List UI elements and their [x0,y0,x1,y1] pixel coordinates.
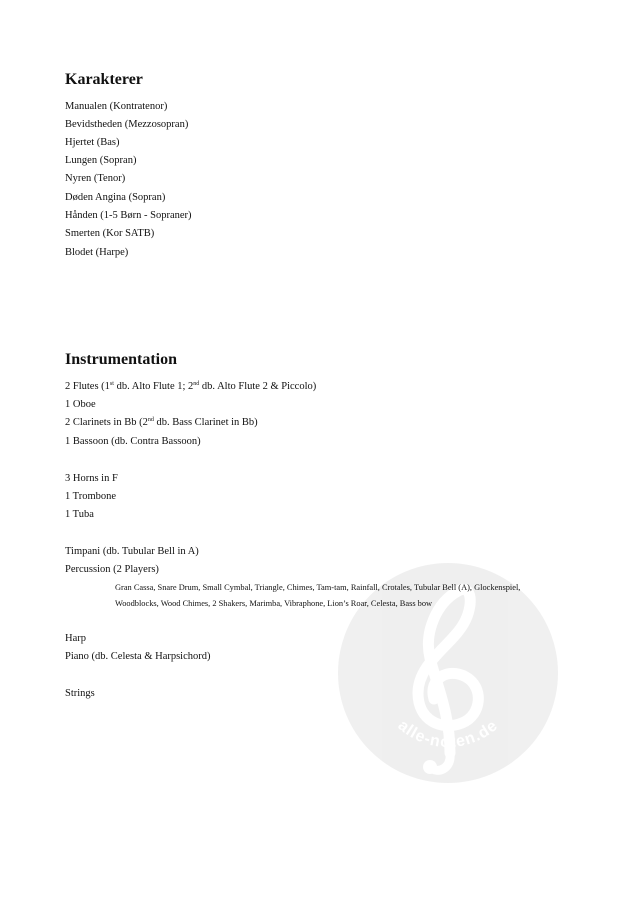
superscript: nd [193,381,200,387]
instrument-tuba: 1 Tuba [65,509,94,520]
instrument-trombone: 1 Trombone [65,491,117,502]
instrument-piano: Piano (db. Celesta & Harpsichord) [65,651,211,662]
instrument-percussion: Percussion (2 Players) [65,564,159,575]
instrument-horns: 3 Horns in F [65,473,118,484]
watermark-text: alle-noten.de [394,716,502,752]
character-item: Hjertet (Bas) [65,137,120,148]
percussion-list-line-1: Gran Cassa, Snare Drum, Small Cymbal, Triangle, Chimes, Tam-tam, Rainfall, Crotales, Tubular Bell (A), Glockenspiel, [115,583,521,592]
instrument-text: db. Bass Clarinet in Bb) [153,417,258,428]
percussion-list-line-2: Woodblocks, Wood Chimes, 2 Shakers, Marimba, Vibraphone, Lion’s Roar, Celesta, Bass bow [115,599,433,608]
character-item: Bevidstheden (Mezzosopran) [65,119,189,130]
instrument-bassoon: 1 Bassoon (db. Contra Bassoon) [65,436,201,447]
character-item: Lungen (Sopran) [65,155,137,166]
instrument-oboe: 1 Oboe [65,399,96,410]
instrument-harp: Harp [65,633,86,644]
character-item: Hånden (1-5 Børn - Sopraner) [65,210,192,221]
instrument-timpani: Timpani (db. Tubular Bell in A) [65,546,199,557]
karakterer-heading: Karakterer [65,71,143,88]
character-item: Manualen (Kontratenor) [65,101,168,112]
character-item: Blodet (Harpe) [65,247,129,258]
instrument-flutes [65,381,316,393]
character-item: Nyren (Tenor) [65,173,126,184]
instrument-text: 2 Clarinets in Bb (2 [65,417,148,428]
instrument-text: db. Alto Flute 1; 2 [113,381,194,392]
instrumentation-heading: Instrumentation [65,351,178,368]
instrument-clarinets [65,417,258,429]
watermark-graphic [338,563,558,783]
character-item: Smerten (Kor SATB) [65,228,155,239]
watermark [338,563,558,783]
superscript: nd [147,417,154,423]
instrument-strings: Strings [65,688,95,699]
instrument-text: db. Alto Flute 2 & Piccolo) [199,381,317,392]
character-item: Døden Angina (Sopran) [65,192,166,203]
superscript: st [109,381,114,387]
instrument-text: 2 Flutes (1 [65,381,110,392]
